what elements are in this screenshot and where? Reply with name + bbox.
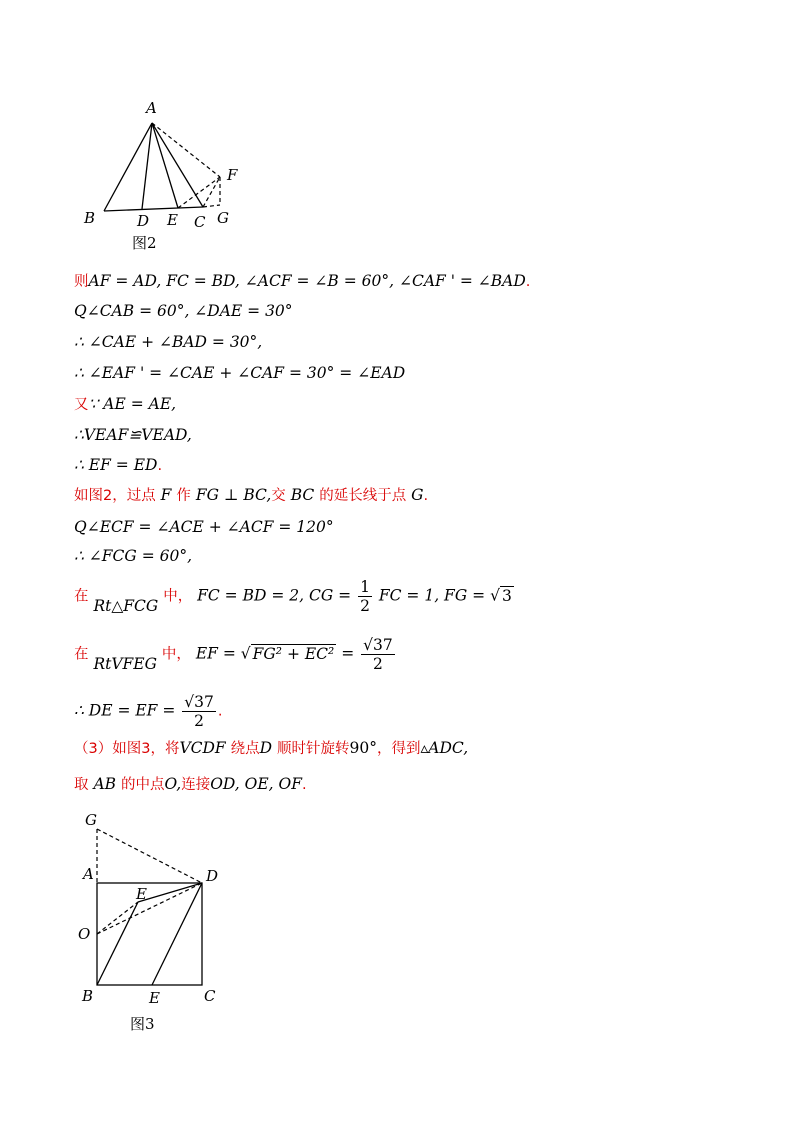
figure-2-caption: 图2 [132, 234, 157, 252]
line-2: Q∠CAB = 60°, ∠DAE = 30° [74, 302, 293, 320]
fraction-sqrt37-over-2-b: $\frac{√37}{2}$ [184, 693, 214, 730]
fraction-one-half: $\frac{1}{2}$ [360, 578, 370, 615]
line-12: 在 RtVFEG 中， EF = √ FG² + EC² = $\frac{√37}{2}$ [74, 636, 393, 673]
line-7: ∴ EF = ED. [74, 456, 163, 474]
label-O: O [78, 925, 91, 943]
figure-3 [70, 805, 240, 1040]
line-3: ∴ ∠CAE + ∠BAD = 30°, [74, 333, 263, 351]
label-E-lower: E [149, 989, 160, 1007]
line-11: 在 Rt△FCG 中， FC = BD = 2, CG = $\frac{1}{2}$ FC = 1, FG = √ 3 [74, 578, 512, 615]
segment-AD [142, 123, 152, 209]
figure-2 [80, 95, 260, 255]
label-C: C [194, 213, 206, 231]
segment-AE [152, 123, 178, 208]
line-5: 又∵ AE = AE, [74, 395, 177, 413]
segment-OD [97, 883, 202, 934]
segment-BC [104, 207, 203, 211]
label-E: E [167, 211, 178, 229]
line-4: ∴ ∠EAF ' = ∠CAE + ∠CAF = 30° = ∠EAD [74, 364, 406, 382]
segment-AC [152, 123, 203, 207]
line-9: Q∠ECF = ∠ACE + ∠ACF = 120° [74, 518, 334, 536]
sqrt-3: √ 3 [490, 586, 512, 605]
label-D: D [206, 867, 219, 885]
sqrt-fg2-ec2: √ FG² + EC² [240, 644, 335, 663]
line-10: ∴ ∠FCG = 60°, [74, 547, 193, 565]
label-E-upper: E [136, 885, 147, 903]
label-G: G [217, 209, 229, 227]
label-G: G [85, 811, 97, 829]
segment-CF [203, 177, 220, 207]
line-6: ∴VEAF≌VEAD, [74, 426, 192, 444]
label-A: A [146, 99, 157, 117]
segment-AF [152, 123, 220, 177]
segment-CG [203, 205, 220, 207]
label-F: F [227, 166, 238, 184]
line-13: ∴ DE = EF = $\frac{√37}{2}$ . [74, 693, 223, 730]
fraction-sqrt37-over-2: $\frac{√37}{2}$ [363, 636, 393, 673]
segment-GD [97, 829, 202, 883]
line-15: 取 AB 的中点O,连接OD, OE, OF. [74, 775, 307, 793]
label-B: B [84, 209, 96, 227]
label-D: D [137, 212, 150, 230]
line-14: （3）如图3，将VCDF 绕点D 顺时针旋转90°，得到▵ADC, [74, 739, 469, 757]
figure-3-diagram [70, 805, 240, 1040]
line-1: 则AF = AD, FC = BD, ∠ACF = ∠B = 60°, ∠CAF ' = ∠BAD. [74, 272, 531, 290]
label-A: A [83, 865, 94, 883]
segment-OE [97, 902, 138, 934]
line-8: 如图2，过点 F 作 FG ⊥ BC,交 BC 的延长线于点 G. [74, 486, 429, 504]
figure-2-diagram [80, 95, 260, 255]
segment-AB [104, 123, 152, 211]
segment-EF [178, 177, 220, 208]
label-B: B [82, 987, 94, 1005]
segment-E2D [152, 883, 202, 985]
segment-E1B [97, 902, 138, 985]
label-C: C [204, 987, 216, 1005]
figure-3-caption: 图3 [130, 1015, 155, 1033]
